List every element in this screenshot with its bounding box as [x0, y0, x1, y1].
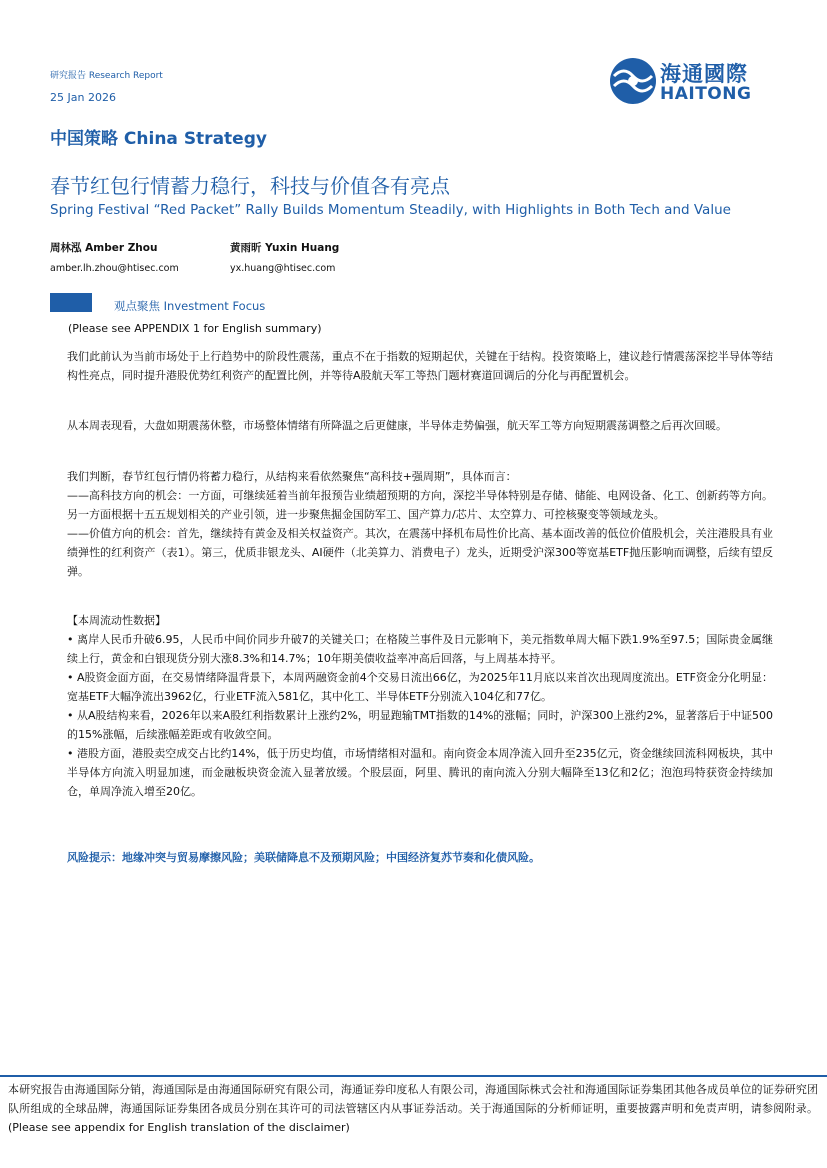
liquidity-bullet: • A股资金面方面，在交易情绪降温背景下，本周两融资金前4个交易日流出66亿，为2025年11月底以来首次出现周度流出。ETF资金分化明显：宽基ETF大幅净流出3962亿，行业ETF流入581亿，其中化工、半导体ETF分别流入104亿和77亿。 — [67, 671, 773, 703]
appendix-note: (Please see APPENDIX 1 for English summary) — [68, 322, 322, 335]
author-name: 周林泓 Amber Zhou — [50, 242, 158, 254]
footer-divider — [0, 1075, 827, 1077]
paragraph: 我们此前认为当前市场处于上行趋势中的阶段性震荡，重点不在于指数的短期起伏，关键在于结构。投资策略上，建议趁行情震荡深挖半导体等结构性亮点，同时提升港股优势红利资产的配置比例，并等待A股航天军工等热门题材赛道回调后的分化与再配置机会。 — [67, 350, 773, 382]
paragraph-line: 我们判断，春节红包行情仍将蓄力稳行，从结构来看依然聚焦“高科技+强周期”，具体而言： — [67, 470, 517, 483]
title-en: Spring Festival “Red Packet” Rally Builds Momentum Steadily, with Highlights in Both Tech and Value — [50, 202, 731, 218]
disclaimer: 本研究报告由海通国际分销，海通国际是由海通国际研究有限公司，海通证券印度私人有限公司，海通国际株式会社和海通国际证券集团其他各成员单位的证券研究团队所组成的全球品牌，海通国际证券集团各成员分别在其许可的司法管辖区内从事证券活动。关于海通国际的分析师证明，重要披露声明和免责声明，请参阅附录。(Please see appendix for English translation of the disclaimer) — [8, 1083, 818, 1134]
paragraph-line: ——价值方向的机会：首先，继续持有黄金及相关权益资产。其次，在震荡中择机布局性价比高、基本面改善的低位价值股机会，关注港股具有业绩弹性的红利资产（表1）。第三，优质非银龙头、AI硬件（北美算力、消费电子）龙头，近期受沪深300等宽基ETF抛压影响而调整，后续有望反弹。 — [67, 527, 773, 578]
title-cn: 春节红包行情蓄力稳行，科技与价值各有亮点 — [50, 174, 450, 198]
author-email[interactable]: yx.huang@htisec.com — [230, 263, 336, 274]
report-date: 25 Jan 2026 — [50, 91, 116, 104]
liquidity-section — [67, 611, 773, 801]
liquidity-heading: 【本周流动性数据】 — [67, 614, 166, 627]
liquidity-bullet: • 港股方面，港股卖空成交占比约14%，低于历史均值，市场情绪相对温和。南向资金本周净流入回升至235亿元，资金继续回流科网板块，其中半导体方向流入明显加速，而金融板块资金流入显著放缓。个股层面，阿里、腾讯的南向流入分别大幅降至13亿和2亿；泡泡玛特获资金持续加仓，单周净流入增至20亿。 — [67, 747, 773, 798]
author-name: 黄雨昕 Yuxin Huang — [230, 242, 340, 254]
investment-focus-label: 观点聚焦 Investment Focus — [114, 299, 266, 313]
haitong-logo-icon — [608, 56, 658, 106]
section-marker — [50, 293, 92, 312]
paragraph — [67, 467, 773, 581]
liquidity-bullet: • 从A股结构来看，2026年以来A股红利指数累计上涨约2%，明显跑输TMT指数的14%的涨幅；同时，沪深300上涨约2%，显著落后于中证500的15%涨幅，后续涨幅差距或有收敛空间。 — [67, 709, 773, 741]
author-email[interactable]: amber.lh.zhou@htisec.com — [50, 263, 179, 274]
risk-warning: 风险提示：地缘冲突与贸易摩擦风险；美联储降息不及预期风险；中国经济复苏节奏和化债风险。 — [67, 851, 540, 864]
paragraph: 从本周表现看，大盘如期震荡休整，市场整体情绪有所降温之后更健康，半导体走势偏强，航天军工等方向短期震荡调整之后再次回暖。 — [67, 419, 727, 432]
liquidity-bullet: • 离岸人民币升破6.95，人民币中间价同步升破7的关键关口；在格陵兰事件及日元影响下，美元指数单周大幅下跌1.9%至97.5；国际贵金属继续上行，黄金和白银现货分别大涨8.3%和14.7%；10年期美债收益率冲高后回落，与上周基本持平。 — [67, 633, 773, 665]
series-title: 中国策略 China Strategy — [50, 129, 267, 149]
logo-cn: 海通國際 — [660, 62, 748, 86]
report-type: 研究报告 Research Report — [50, 71, 163, 81]
logo-en: HAITONG — [660, 84, 752, 104]
paragraph-line: ——高科技方向的机会：一方面，可继续延着当前年报预告业绩超预期的方向，深挖半导体特别是存储、储能、电网设备、化工、创新药等方向。另一方面根据十五五规划相关的产业引领，进一步聚焦掘金国防军工、国产算力/芯片、太空算力、可控核聚变等领域龙头。 — [67, 489, 773, 521]
